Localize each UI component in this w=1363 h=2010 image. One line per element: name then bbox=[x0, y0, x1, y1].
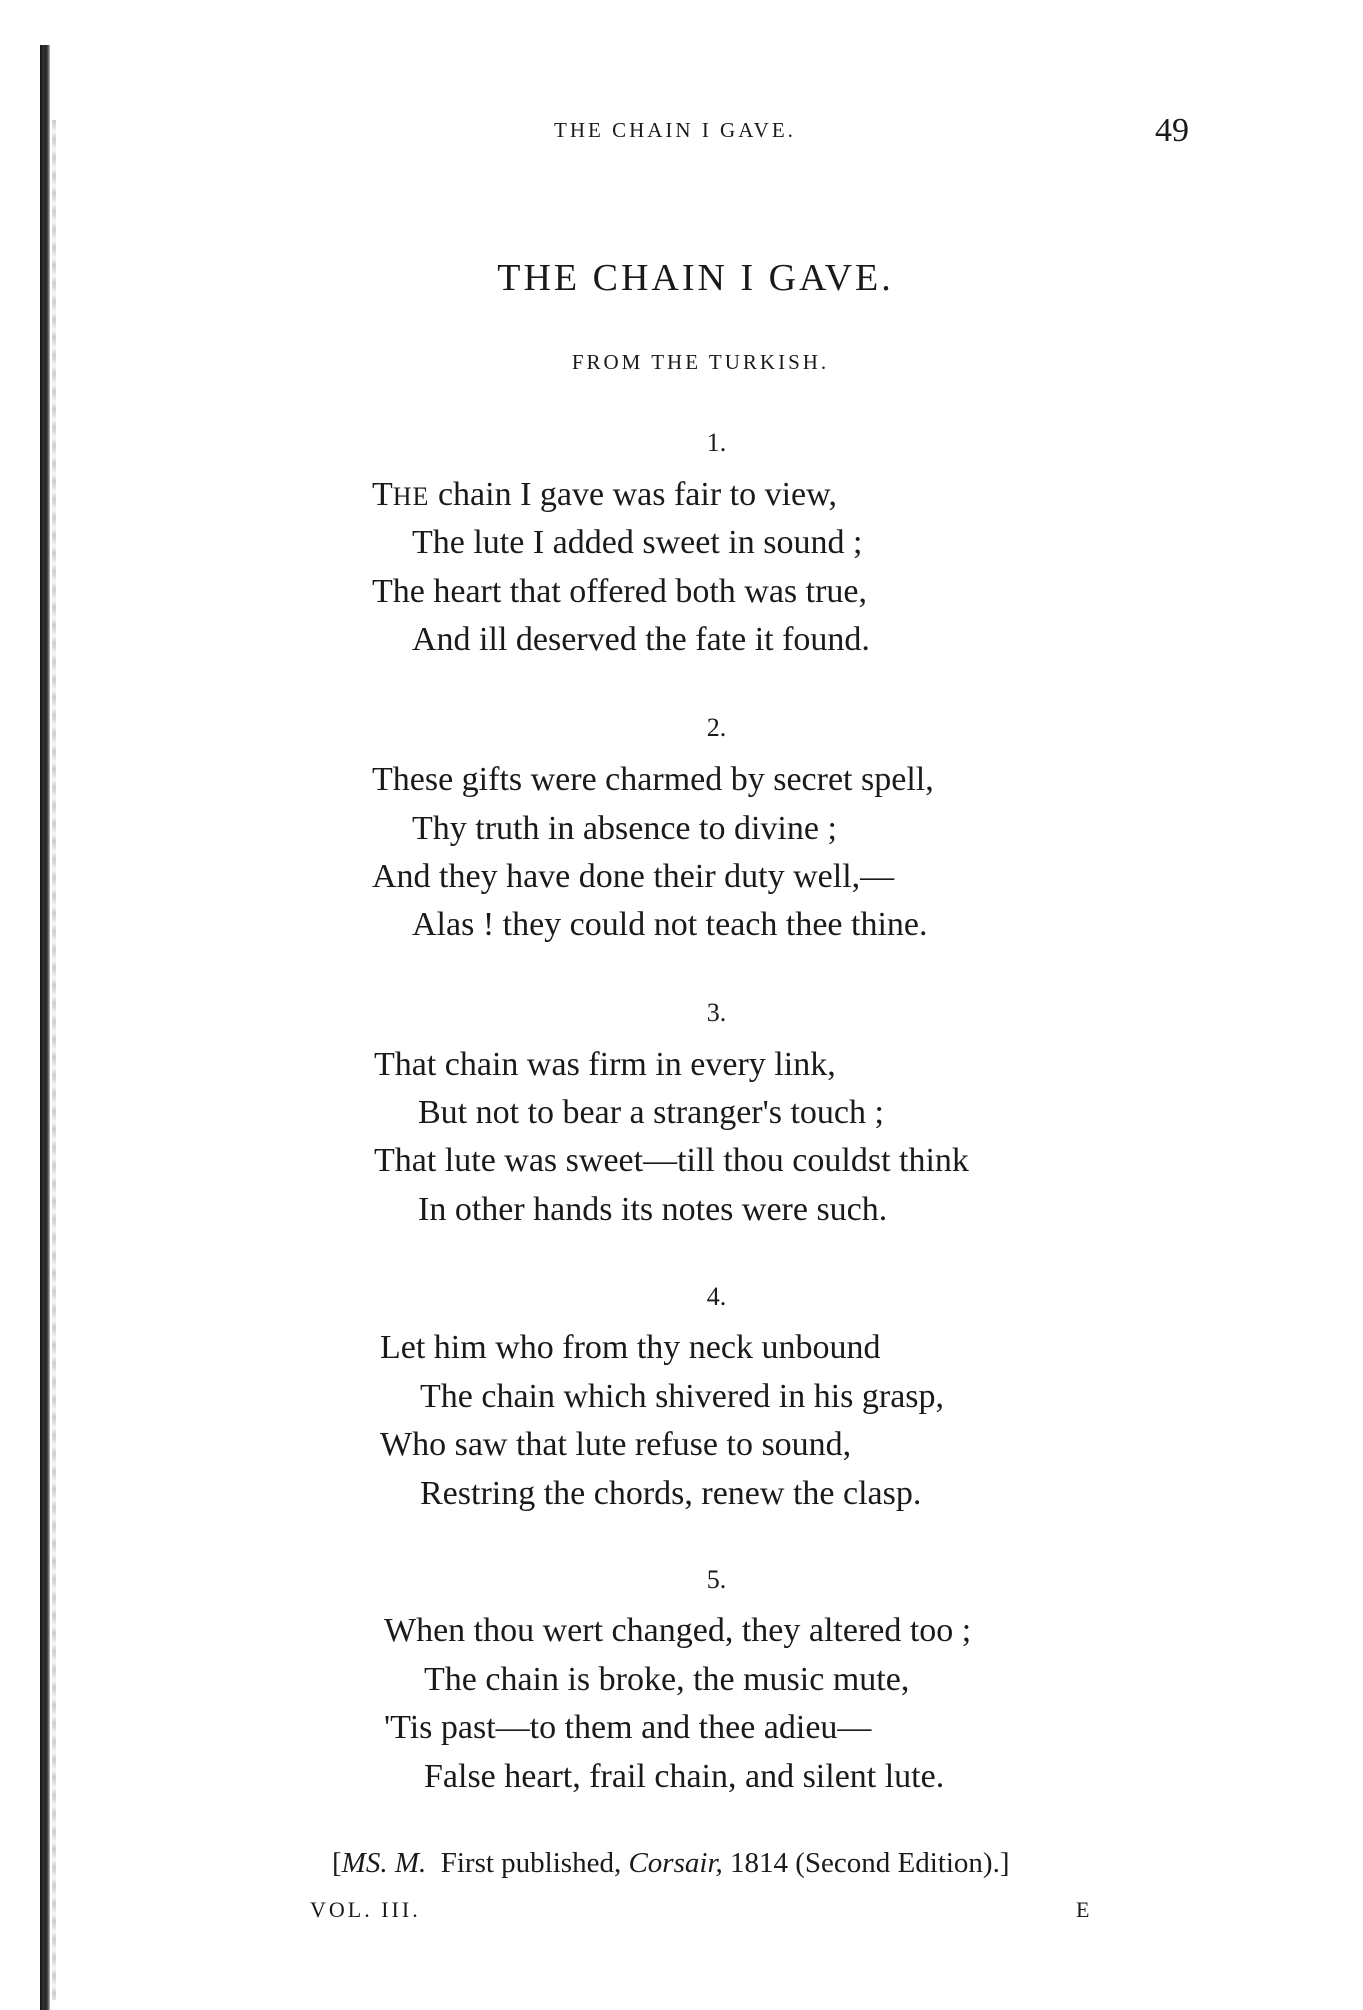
poem-line: And they have done their duty well,— bbox=[372, 858, 895, 895]
poem-line: When thou wert changed, they altered too ; bbox=[384, 1612, 972, 1649]
poem-line: Alas ! they could not teach thee thine. bbox=[412, 906, 928, 943]
poem-line: 'Tis past—to them and thee adieu— bbox=[384, 1709, 872, 1746]
poem-line: The heart that offered both was true, bbox=[372, 573, 868, 610]
signature-mark: E bbox=[1076, 1897, 1090, 1922]
stanza-number: 2. bbox=[706, 713, 727, 742]
poem-line: And ill deserved the fate it found. bbox=[412, 621, 870, 658]
poem-line: Let him who from thy neck unbound bbox=[380, 1329, 881, 1366]
stanza-number: 1. bbox=[706, 428, 727, 457]
poem-line: The chain is broke, the music mute, bbox=[424, 1661, 910, 1698]
poem-line: The chain which shivered in his grasp, bbox=[420, 1378, 945, 1415]
page-number: 49 bbox=[1155, 112, 1189, 149]
poem-line: Restring the chords, renew the clasp. bbox=[420, 1475, 922, 1512]
volume-mark: VOL. III. bbox=[310, 1897, 421, 1922]
note-edition: 1814 (Second Edition).] bbox=[730, 1847, 1010, 1879]
poem-line: THE chain I gave was fair to view, bbox=[372, 476, 837, 513]
running-head-title: THE CHAIN I GAVE. bbox=[554, 118, 796, 142]
poem-line: Thy truth in absence to divine ; bbox=[412, 810, 837, 847]
poem-line: False heart, frail chain, and silent lute. bbox=[424, 1758, 945, 1795]
poem-line: But not to bear a stranger's touch ; bbox=[418, 1094, 884, 1131]
source-note bbox=[332, 1847, 1010, 1880]
poem-line: That chain was firm in every link, bbox=[374, 1046, 836, 1083]
poem-title: THE CHAIN I GAVE. bbox=[497, 257, 894, 299]
poem-line: The lute I added sweet in sound ; bbox=[412, 524, 863, 561]
poem-line: Who saw that lute refuse to sound, bbox=[380, 1426, 852, 1463]
note-ms: MS. M. bbox=[341, 1847, 427, 1879]
note-work: Corsair, bbox=[628, 1847, 723, 1879]
note-bracket: [ bbox=[332, 1847, 342, 1879]
note-text: First published, bbox=[440, 1847, 622, 1879]
poem-line: These gifts were charmed by secret spell, bbox=[372, 761, 934, 798]
poem-subtitle: FROM THE TURKISH. bbox=[571, 350, 830, 374]
stanza-number: 4. bbox=[706, 1282, 727, 1311]
stanza-number: 5. bbox=[706, 1565, 727, 1594]
page-binding-shadow bbox=[52, 120, 56, 2000]
stanza-number: 3. bbox=[706, 998, 727, 1027]
poem-line: That lute was sweet—till thou couldst think bbox=[374, 1142, 969, 1179]
poem-line: In other hands its notes were such. bbox=[418, 1191, 888, 1228]
